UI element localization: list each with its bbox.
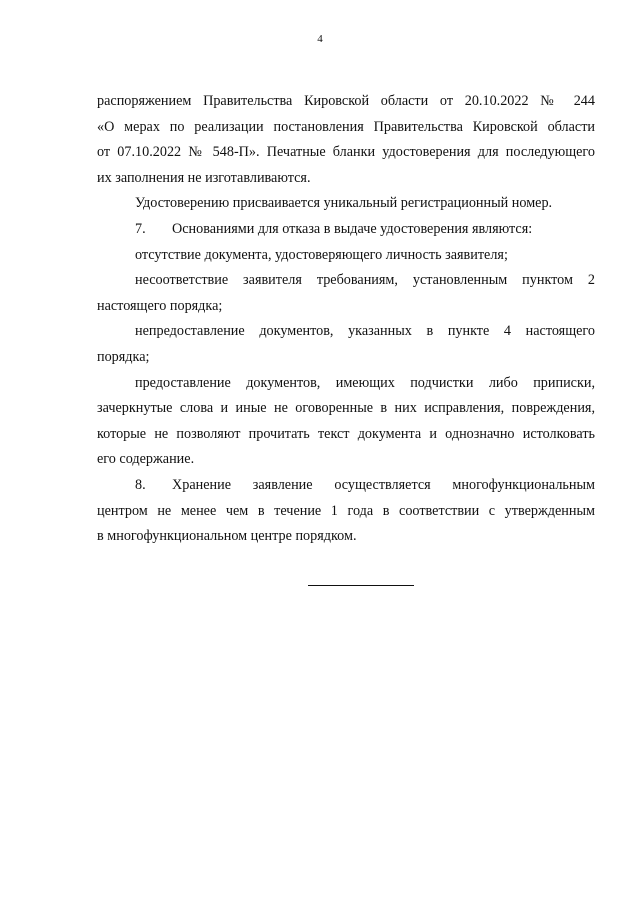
text-line: порядка; — [97, 348, 150, 365]
text-line: их заполнения не изготавливаются. — [97, 169, 311, 186]
text-line: отсутствие документа, удостоверяющего личность заявителя; — [135, 246, 508, 263]
paragraph-number: 8. — [135, 476, 146, 493]
paragraph-text: Хранение заявление осуществляется многофункциональным — [172, 476, 595, 493]
closing-divider-line — [308, 585, 414, 586]
paragraph-number: 7. — [135, 220, 146, 237]
text-line: распоряжением Правительства Кировской области от 20.10.2022 № 244 — [97, 93, 595, 109]
paragraph-8 — [97, 473, 595, 499]
text-line: непредоставление документов, указанных в пункте 4 настоящего — [135, 323, 595, 340]
paragraph-text: Основаниями для отказа в выдаче удостоверения являются: — [172, 220, 533, 237]
paragraph-7 — [97, 217, 595, 243]
text-line: от 07.10.2022 № 548-П». Печатные бланки удостоверения для последующего — [97, 144, 595, 161]
text-line: «О мерах по реализации постановления Правительства Кировской области — [97, 118, 595, 135]
text-line: в многофункциональном центре порядком. — [97, 528, 357, 545]
text-line: центром не менее чем в течение 1 года в соответствии с утвержденным — [97, 502, 595, 519]
text-line: Удостоверению присваивается уникальный регистрационный номер. — [135, 195, 553, 212]
document-body — [97, 89, 595, 550]
text-line: зачеркнутые слова и иные не оговоренные в них исправления, повреждения, — [97, 400, 595, 417]
text-line: предоставление документов, имеющих подчистки либо приписки, — [135, 374, 595, 391]
text-line: которые не позволяют прочитать текст документа и однозначно истолковать — [97, 425, 595, 442]
text-line: несоответствие заявителя требованиям, установленным пунктом 2 — [135, 272, 595, 289]
text-line: его содержание. — [97, 451, 195, 468]
text-line: настоящего порядка; — [97, 297, 223, 314]
page-number: 4 — [317, 33, 323, 45]
